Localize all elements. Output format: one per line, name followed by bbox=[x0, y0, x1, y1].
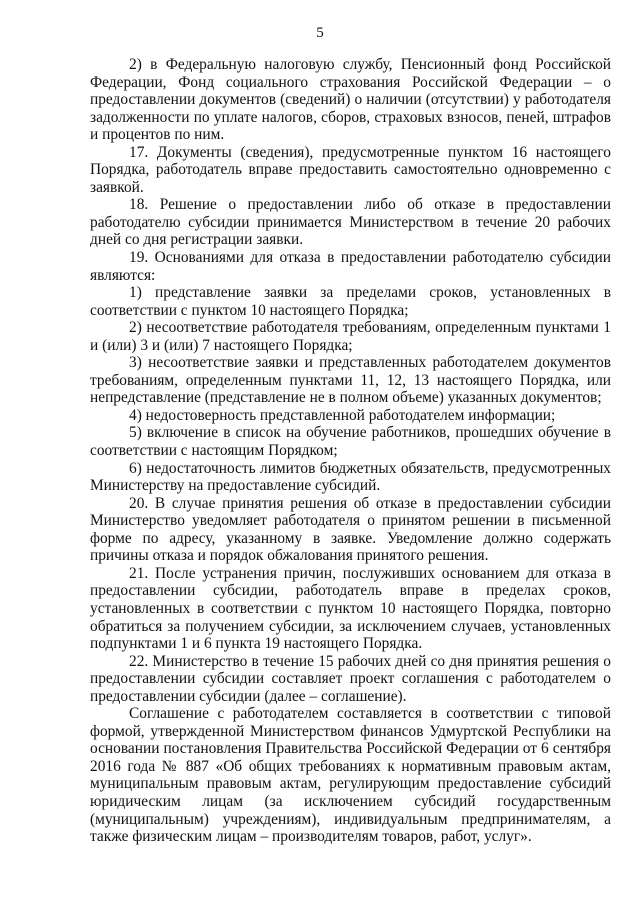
paragraph-16-item-2: 2) в Федеральную налоговую службу, Пенсионный фонд Российской Федерации, Фонд социального страхования Российской Федерации – о предоставлении документов (сведений) о наличии (отсутствии) у работодателя задолженности по уплате налогов, сборов, страховых взносов, пеней, штрафов и процентов по ним. bbox=[90, 56, 611, 144]
paragraph-22-agreement: Соглашение с работодателем составляется в соответствии с типовой формой, утвержденной Министерством финансов Удмуртской Республики на основании постановления Правительства Российской Федерации от 6 сентября 2016 года № 887 «Об общих требованиях к нормативным правовым актам, муниципальным правовым актам, регулирующим предоставление субсидий юридическим лицам (за исключением субсидий государственным (муниципальным) учреждениям), индивидуальным предпринимателям, а также физическим лицам – производителям товаров, работ, услуг». bbox=[90, 705, 611, 846]
paragraph-18: 18. Решение о предоставлении либо об отказе в предоставлении работодателю субсидии принимается Министерством в течение 20 рабочих дней со дня регистрации заявки. bbox=[90, 196, 611, 249]
paragraph-19-item-4: 4) недостоверность представленной работодателем информации; bbox=[129, 406, 556, 424]
paragraph-19-item-3: 3) несоответствие заявки и представленных работодателем документов требованиям, определенным пунктами 11, 12, 13 настоящего Порядка, или непредставление (представление не в полном объеме) указанных документов; bbox=[90, 354, 611, 407]
paragraph-19-item-1: 1) представление заявки за пределами сроков, установленных в соответствии с пунктом 10 настоящего Порядка; bbox=[90, 284, 611, 319]
paragraph-22: 22. Министерство в течение 15 рабочих дней со дня принятия решения о предоставлении субсидии составляет проект соглашения с работодателем о предоставлении субсидии (далее – соглашение). bbox=[90, 652, 611, 705]
paragraph-19: 19. Основаниями для отказа в предоставлении работодателю субсидии являются: bbox=[90, 249, 611, 284]
paragraph-20: 20. В случае принятия решения об отказе в предоставлении субсидии Министерство уведомляет работодателя о принятом решении в письменной форме по адресу, указанному в заявке. Уведомление должно содержать причины отказа и порядок обжалования принятого решения. bbox=[90, 494, 611, 565]
paragraph-19-item-2: 2) несоответствие работодателя требованиям, определенным пунктами 1 и (или) 3 и (или) 7 настоящего Порядка; bbox=[90, 319, 611, 354]
paragraph-21: 21. После устранения причин, послуживших основанием для отказа в предоставлении субсидии, работодатель вправе в пределах сроков, установленных в соответствии с пунктом 10 настоящего Порядка, повторно обратиться за получением субсидии, за исключением случаев, установленных подпунктами 1 и 6 пункта 19 настоящего Порядка. bbox=[90, 564, 611, 653]
page-number: 5 bbox=[316, 25, 324, 41]
paragraph-19-item-6: 6) недостаточность лимитов бюджетных обязательств, предусмотренных Министерству на предоставление субсидий. bbox=[90, 459, 611, 495]
paragraph-19-item-5: 5) включение в список на обучение работников, прошедших обучение в соответствии с настоящим Порядком; bbox=[90, 424, 611, 460]
paragraph-17: 17. Документы (сведения), предусмотренные пунктом 16 настоящего Порядка, работодатель вправе предоставить самостоятельно одновременно с заявкой. bbox=[90, 143, 611, 196]
document-body bbox=[90, 56, 611, 846]
